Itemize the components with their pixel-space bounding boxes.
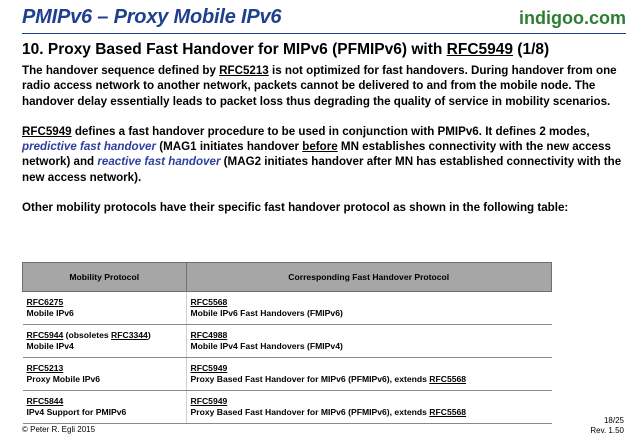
fast-handover-name: Mobile IPv4 Fast Handovers (FMIPv4): [190, 341, 343, 351]
column-header: Mobility Protocol: [23, 263, 187, 292]
rfc-link[interactable]: RFC5568: [429, 407, 467, 417]
protocol-cell: [23, 325, 187, 358]
table-header-row: [23, 263, 552, 292]
text: (obsoletes: [63, 330, 112, 340]
slide-heading: [22, 40, 622, 59]
table-row: [23, 325, 552, 358]
rfc-link[interactable]: RFC5844: [26, 396, 64, 406]
rfc-link[interactable]: RFC4988: [190, 330, 228, 340]
rfc-link[interactable]: RFC3344: [111, 330, 148, 340]
page-info: [590, 416, 624, 436]
protocol-cell: [23, 292, 187, 325]
text: (MAG2 initiates handover after MN has established connectivity with the new access network).: [22, 155, 622, 184]
text: is not optimized for fast handovers. During handover from one radio access network to another network, packets cannot be delivered to and from the mobile node. The handover delay essentially leads to packet loss thus degrading the quality of service in mobility scenarios.: [22, 64, 617, 108]
protocol-name: Mobile IPv4: [26, 341, 74, 351]
text: MN establishes connectivity with the new access network) and: [22, 140, 611, 169]
paragraph-table-intro: Other mobility protocols have their specific fast handover protocol as shown in the following table:: [22, 201, 569, 215]
fast-handover-cell: [186, 358, 552, 391]
table-row: [23, 358, 552, 391]
fast-handover-name: Proxy Based Fast Handover for MIPv6 (PFMIPv6), extends: [190, 374, 430, 384]
protocol-cell: [23, 358, 187, 391]
protocol-table: [22, 262, 552, 424]
protocol-name: IPv4 Support for PMIPv6: [26, 407, 127, 417]
fast-handover-cell: [186, 292, 552, 325]
brand-logo-text: indigoo.com: [519, 8, 626, 28]
page-title: PMIPv6 – Proxy Mobile IPv6: [22, 6, 282, 28]
reactive-term: reactive fast handover: [97, 155, 221, 169]
slide-content: [22, 40, 622, 215]
rfc-link[interactable]: RFC5944: [26, 330, 64, 340]
protocol-name: Proxy Mobile IPv6: [26, 374, 101, 384]
revision: Rev. 1.50: [590, 426, 624, 435]
rfc-link[interactable]: RFC5949: [22, 124, 72, 138]
rfc-link[interactable]: RFC6275: [26, 297, 64, 307]
rfc-link[interactable]: RFC5949: [190, 363, 228, 373]
text: (MAG1 initiates handover: [156, 140, 303, 154]
rfc-link[interactable]: RFC5568: [190, 297, 228, 307]
rfc-link[interactable]: RFC5213: [219, 64, 269, 77]
rfc-link[interactable]: RFC5568: [429, 374, 467, 384]
heading-text: 10. Proxy Based Fast Handover for MIPv6 (PFMIPv6) with: [22, 41, 447, 58]
table-row: [23, 292, 552, 325]
copyright: © Peter R. Egli 2015: [22, 425, 96, 434]
text: ): [147, 330, 151, 340]
predictive-term: predictive fast handover: [22, 140, 157, 154]
fast-handover-name: Proxy Based Fast Handover for MIPv6 (PFMIPv6), extends: [190, 407, 430, 417]
fast-handover-name: Mobile IPv6 Fast Handovers (FMIPv6): [190, 308, 343, 318]
text: The handover sequence defined by: [22, 64, 220, 77]
protocol-name: Mobile IPv6: [26, 308, 74, 318]
header-divider: [22, 33, 626, 34]
fast-handover-cell: [186, 325, 552, 358]
rfc-link[interactable]: RFC5949: [190, 396, 228, 406]
paragraph-rfc5949: [22, 124, 622, 185]
protocol-cell: [23, 391, 187, 424]
rfc-link[interactable]: RFC5949: [446, 41, 513, 58]
table-row: [23, 391, 552, 424]
before-term: before: [302, 140, 338, 154]
page-number: 18/25: [603, 416, 624, 425]
rfc-link[interactable]: RFC5213: [26, 363, 64, 373]
paragraph-intro: [22, 63, 622, 109]
column-header: Corresponding Fast Handover Protocol: [186, 263, 552, 292]
fast-handover-cell: [186, 391, 552, 424]
text: defines a fast handover procedure to be used in conjunction with PMIPv6. It defines 2 modes,: [71, 124, 590, 138]
heading-suffix: (1/8): [513, 41, 550, 58]
